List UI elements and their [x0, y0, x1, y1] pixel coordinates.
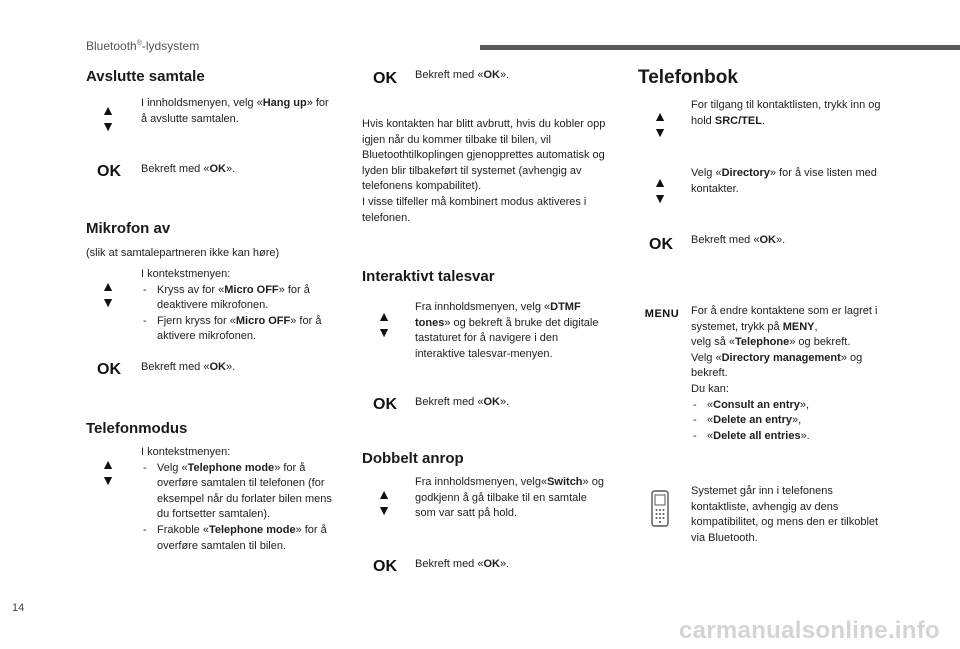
section-title-telefonbok: Telefonbok: [638, 67, 738, 88]
header-title-suffix: -lydsystem: [141, 39, 200, 53]
telefonbok-text-1: For tilgang til kontaktlisten, trykk inn og hold SRC/TEL.: [691, 99, 881, 127]
mikrofon-intro: (slik at samtalepartneren ikke kan høre): [86, 247, 280, 259]
up-down-arrows-icon: ▲ ▼: [101, 102, 115, 134]
page-number: 14: [12, 602, 25, 614]
reconnect-paragraph: Hvis kontakten har blitt avbrutt, hvis du kobler opp igjen når du kommer tilbake til bilen, vil Bluetoothtilkoplingen gjenopprettes automatisk og lyden blir tilbakeført til systemet (avhengig av telefonens kompabilitet). I visse tilfeller må kombinert modus aktiveres i telefonen.: [362, 118, 606, 224]
interaktivt-text: Fra innholdsmenyen, velg «DTMF tones» og bekreft å bruke det digitale tastaturet for å navigere i den interaktive talesvar-menyen.: [415, 301, 599, 360]
list-item: - «Consult an entry»,: [691, 398, 891, 414]
phone-note-text: Systemet går inn i telefonens kontaktliste, avhengig av dens kompatibilitet, og mens den er tilkoblet via Bluetooth.: [691, 485, 879, 544]
ok-icon: OK: [373, 396, 397, 413]
up-down-arrows-icon: ▲ ▼: [101, 278, 115, 310]
page-header: [86, 39, 199, 53]
header-title: Bluetooth: [86, 39, 137, 53]
ok-icon: OK: [649, 236, 673, 253]
telefonbok-text-2: Velg «Directory» for å vise listen med kontakter.: [691, 167, 877, 195]
dobbelt-text: Fra innholdsmenyen, velg«Switch» og godkjenn å gå tilbake til en samtale som var satt på hold.: [415, 476, 604, 520]
ok-icon: OK: [97, 163, 121, 180]
mikrofon-text: I kontekstmenyen: - Kryss av for «Micro OFF» for å deaktivere mikrofonen. - Fjern kryss for «Micro OFF» for å aktivere mikrofonen.: [141, 267, 336, 345]
avslutte-ok-text: Bekreft med «OK».: [141, 163, 236, 175]
up-down-arrows-icon: ▲ ▼: [653, 174, 667, 206]
section-title-dobbelt: Dobbelt anrop: [362, 450, 464, 467]
ok-icon: OK: [373, 558, 397, 575]
section-title-mikrofon: Mikrofon av: [86, 220, 171, 237]
up-down-arrows-icon: ▲ ▼: [101, 456, 115, 488]
up-down-arrows-icon: ▲ ▼: [377, 486, 391, 518]
section-title-avslutte: Avslutte samtale: [86, 68, 205, 85]
ok-icon: OK: [97, 361, 121, 378]
menu-icon: MENU: [644, 308, 680, 320]
dobbelt-ok-text: Bekreft med «OK».: [415, 558, 510, 570]
phone-icon: [647, 490, 673, 524]
telefonbok-ok-text: Bekreft med «OK».: [691, 234, 786, 246]
list-item: - «Delete an entry»,: [691, 413, 891, 429]
list-item: - Fjern kryss for «Micro OFF» for å aktivere mikrofonen.: [141, 314, 336, 345]
up-down-arrows-icon: ▲ ▼: [377, 308, 391, 340]
list-item: - Frakoble «Telephone mode» for å overføre samtalen til bilen.: [141, 523, 336, 554]
interaktivt-ok-text: Bekreft med «OK».: [415, 396, 510, 408]
list-item: - «Delete all entries».: [691, 429, 891, 445]
watermark: carmanualsonline.info: [678, 617, 940, 644]
registered-mark: ®: [136, 40, 142, 47]
section-title-telefonmodus: Telefonmodus: [86, 420, 188, 437]
telefonbok-menu-text: For å endre kontaktene som er lagret i systemet, trykk på MENY, velg så «Telephone» og bekreft. Velg «Directory management» og bekreft. Du kan: - «Consult an entry», - «Delete an entry», - «Delete all entries».: [691, 304, 891, 444]
avslutte-text: I innholdsmenyen, velg «Hang up» for å avslutte samtalen.: [141, 97, 329, 125]
list-item: - Kryss av for «Micro OFF» for å deaktivere mikrofonen.: [141, 283, 336, 314]
telefonmodus-text: I kontekstmenyen: - Velg «Telephone mode» for å overføre samtalen til telefonen (for eksempel når du forlater bilen mens du fortsetter samtalen). - Frakoble «Telephone mode» for å overføre samtalen til bilen.: [141, 445, 336, 554]
mikrofon-ok-text: Bekreft med «OK».: [141, 361, 236, 373]
list-item: - Velg «Telephone mode» for å overføre samtalen til telefonen (for eksempel når du forlater bilen mens du fortsetter samtalen).: [141, 461, 336, 523]
section-title-interaktivt: Interaktivt talesvar: [362, 268, 495, 285]
ok-icon: OK: [373, 70, 397, 87]
header-bar: [480, 45, 960, 50]
up-down-arrows-icon: ▲ ▼: [653, 108, 667, 140]
ok-text: Bekreft med «OK».: [415, 69, 510, 81]
